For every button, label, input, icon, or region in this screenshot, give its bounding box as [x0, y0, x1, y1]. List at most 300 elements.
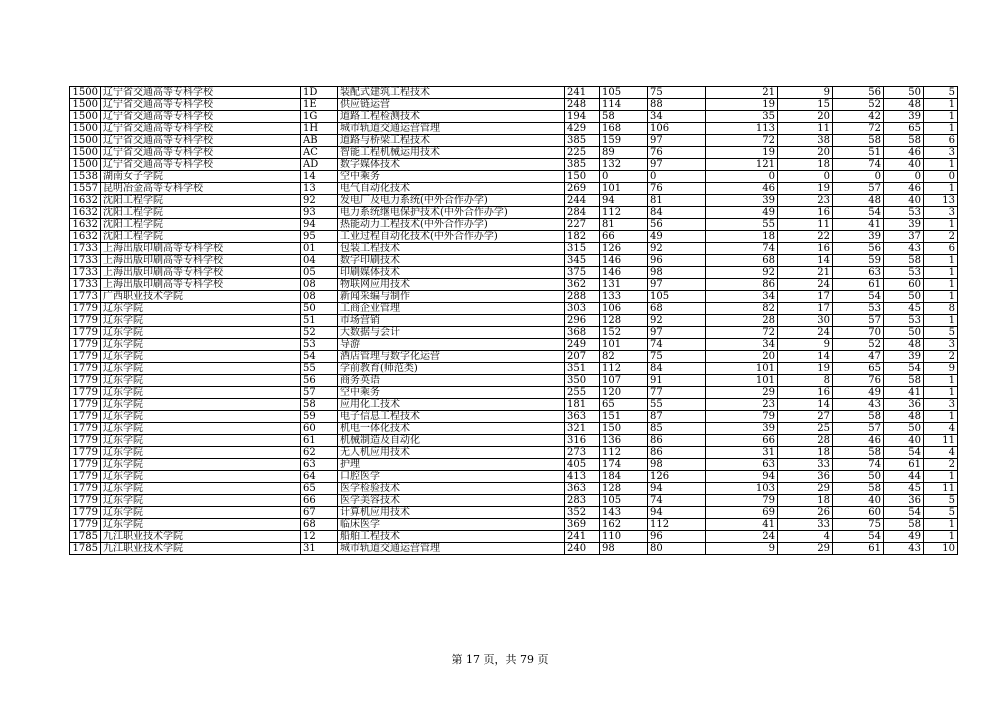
enrolled-cell: 114 — [600, 99, 648, 111]
col-11-cell: 60 — [884, 279, 924, 291]
major-code-cell: 12 — [301, 531, 338, 543]
school-code-cell: 1733 — [70, 255, 101, 267]
col-12-cell: 5 — [924, 87, 958, 99]
col-10-cell: 53 — [833, 303, 884, 315]
school-code-cell: 1779 — [70, 447, 101, 459]
school-code-cell: 1500 — [70, 123, 101, 135]
plan-cell: 321 — [565, 423, 600, 435]
major-name-cell: 城市轨道交通运营管理 — [338, 123, 565, 135]
col-12-cell: 6 — [924, 243, 958, 255]
major-name-cell: 医学美容技术 — [338, 495, 565, 507]
school-code-cell: 1500 — [70, 135, 101, 147]
admitted-cell: 91 — [648, 375, 706, 387]
col-10-cell: 49 — [833, 387, 884, 399]
major-name-cell: 酒店管理与数字化运营 — [338, 351, 565, 363]
col-11-cell: 48 — [884, 411, 924, 423]
enrolled-cell: 146 — [600, 267, 648, 279]
major-code-cell: 04 — [301, 255, 338, 267]
major-code-cell: 68 — [301, 519, 338, 531]
major-name-cell: 供应链运营 — [338, 99, 565, 111]
col-11-cell: 45 — [884, 483, 924, 495]
major-code-cell: 14 — [301, 171, 338, 183]
major-code-cell: 61 — [301, 435, 338, 447]
table-row — [70, 267, 958, 279]
major-name-cell: 数字印刷技术 — [338, 255, 565, 267]
admitted-cell: 75 — [648, 351, 706, 363]
col-9-cell: 33 — [778, 519, 833, 531]
col-9-cell: 29 — [778, 543, 833, 555]
plan-cell: 150 — [565, 171, 600, 183]
plan-cell: 296 — [565, 315, 600, 327]
col-11-cell: 40 — [884, 195, 924, 207]
school-name-cell: 上海出版印刷高等专科学校 — [101, 243, 301, 255]
table-row — [70, 207, 958, 219]
col-8-cell: 29 — [706, 387, 778, 399]
table-row — [70, 111, 958, 123]
col-8-cell: 101 — [706, 375, 778, 387]
major-code-cell: AB — [301, 135, 338, 147]
col-9-cell: 16 — [778, 387, 833, 399]
plan-cell: 405 — [565, 459, 600, 471]
plan-cell: 181 — [565, 399, 600, 411]
admitted-cell: 85 — [648, 423, 706, 435]
school-code-cell: 1632 — [70, 195, 101, 207]
col-12-cell: 9 — [924, 363, 958, 375]
col-12-cell: 2 — [924, 459, 958, 471]
major-name-cell: 口腔医学 — [338, 471, 565, 483]
table-row — [70, 423, 958, 435]
admitted-cell: 80 — [648, 543, 706, 555]
plan-cell: 369 — [565, 519, 600, 531]
school-code-cell: 1779 — [70, 351, 101, 363]
major-code-cell: 1G — [301, 111, 338, 123]
school-name-cell: 沈阳工程学院 — [101, 207, 301, 219]
major-name-cell: 电气自动化技术 — [338, 183, 565, 195]
col-12-cell: 8 — [924, 303, 958, 315]
admitted-cell: 112 — [648, 519, 706, 531]
col-12-cell: 1 — [924, 375, 958, 387]
major-code-cell: 92 — [301, 195, 338, 207]
school-code-cell: 1779 — [70, 519, 101, 531]
col-8-cell: 79 — [706, 495, 778, 507]
admitted-cell: 96 — [648, 531, 706, 543]
col-11-cell: 37 — [884, 231, 924, 243]
col-8-cell: 39 — [706, 195, 778, 207]
admitted-cell: 97 — [648, 279, 706, 291]
col-10-cell: 61 — [833, 543, 884, 555]
col-11-cell: 49 — [884, 531, 924, 543]
major-name-cell: 学前教育(师范类) — [338, 363, 565, 375]
table-row — [70, 507, 958, 519]
school-code-cell: 1779 — [70, 387, 101, 399]
school-code-cell: 1779 — [70, 303, 101, 315]
col-12-cell: 1 — [924, 183, 958, 195]
admitted-cell: 86 — [648, 435, 706, 447]
school-name-cell: 辽东学院 — [101, 483, 301, 495]
admitted-cell: 105 — [648, 291, 706, 303]
major-code-cell: 62 — [301, 447, 338, 459]
admitted-cell: 34 — [648, 111, 706, 123]
school-code-cell: 1500 — [70, 159, 101, 171]
col-9-cell: 24 — [778, 279, 833, 291]
col-8-cell: 72 — [706, 135, 778, 147]
major-code-cell: 53 — [301, 339, 338, 351]
major-name-cell: 导游 — [338, 339, 565, 351]
major-name-cell: 道路工程检测技术 — [338, 111, 565, 123]
table-row — [70, 195, 958, 207]
col-10-cell: 43 — [833, 399, 884, 411]
col-10-cell: 63 — [833, 267, 884, 279]
col-12-cell: 2 — [924, 351, 958, 363]
col-9-cell: 9 — [778, 87, 833, 99]
enrolled-cell: 0 — [600, 171, 648, 183]
plan-cell: 316 — [565, 435, 600, 447]
col-12-cell: 3 — [924, 207, 958, 219]
col-8-cell: 66 — [706, 435, 778, 447]
plan-cell: 269 — [565, 183, 600, 195]
school-name-cell: 辽东学院 — [101, 459, 301, 471]
major-code-cell: 08 — [301, 291, 338, 303]
col-8-cell: 82 — [706, 303, 778, 315]
col-12-cell: 5 — [924, 327, 958, 339]
col-9-cell: 19 — [778, 183, 833, 195]
plan-cell: 182 — [565, 231, 600, 243]
major-code-cell: 1H — [301, 123, 338, 135]
col-12-cell: 11 — [924, 483, 958, 495]
table-row — [70, 531, 958, 543]
table-row — [70, 87, 958, 99]
admitted-cell: 92 — [648, 315, 706, 327]
col-11-cell: 53 — [884, 267, 924, 279]
col-9-cell: 18 — [778, 447, 833, 459]
col-11-cell: 58 — [884, 255, 924, 267]
major-code-cell: 1D — [301, 87, 338, 99]
col-10-cell: 58 — [833, 447, 884, 459]
admitted-cell: 86 — [648, 447, 706, 459]
admitted-cell: 98 — [648, 459, 706, 471]
table-row — [70, 255, 958, 267]
plan-cell: 350 — [565, 375, 600, 387]
school-code-cell: 1773 — [70, 291, 101, 303]
major-code-cell: 31 — [301, 543, 338, 555]
col-12-cell: 3 — [924, 399, 958, 411]
plan-cell: 315 — [565, 243, 600, 255]
col-10-cell: 46 — [833, 435, 884, 447]
enrolled-cell: 162 — [600, 519, 648, 531]
col-11-cell: 53 — [884, 207, 924, 219]
admitted-cell: 76 — [648, 183, 706, 195]
admitted-cell: 75 — [648, 87, 706, 99]
col-8-cell: 79 — [706, 411, 778, 423]
school-name-cell: 上海出版印刷高等专科学校 — [101, 267, 301, 279]
col-11-cell: 0 — [884, 171, 924, 183]
col-11-cell: 48 — [884, 339, 924, 351]
plan-cell: 244 — [565, 195, 600, 207]
admitted-cell: 81 — [648, 195, 706, 207]
school-name-cell: 九江职业技术学院 — [101, 531, 301, 543]
col-10-cell: 56 — [833, 243, 884, 255]
major-name-cell: 热能动力工程技术(中外合作办学) — [338, 219, 565, 231]
col-10-cell: 50 — [833, 471, 884, 483]
col-10-cell: 57 — [833, 183, 884, 195]
col-8-cell: 101 — [706, 363, 778, 375]
school-code-cell: 1500 — [70, 147, 101, 159]
col-8-cell: 55 — [706, 219, 778, 231]
col-12-cell: 1 — [924, 219, 958, 231]
major-name-cell: 护理 — [338, 459, 565, 471]
school-code-cell: 1538 — [70, 171, 101, 183]
enrolled-cell: 184 — [600, 471, 648, 483]
plan-cell: 345 — [565, 255, 600, 267]
plan-cell: 368 — [565, 327, 600, 339]
plan-cell: 362 — [565, 279, 600, 291]
school-code-cell: 1785 — [70, 531, 101, 543]
school-code-cell: 1779 — [70, 339, 101, 351]
col-12-cell: 1 — [924, 519, 958, 531]
table-row — [70, 483, 958, 495]
school-name-cell: 上海出版印刷高等专科学校 — [101, 255, 301, 267]
col-11-cell: 54 — [884, 507, 924, 519]
table-row — [70, 351, 958, 363]
col-12-cell: 1 — [924, 411, 958, 423]
col-9-cell: 18 — [778, 495, 833, 507]
col-12-cell: 4 — [924, 423, 958, 435]
col-12-cell: 10 — [924, 543, 958, 555]
col-10-cell: 57 — [833, 423, 884, 435]
plan-cell: 248 — [565, 99, 600, 111]
major-name-cell: 机械制造及自动化 — [338, 435, 565, 447]
major-code-cell: 59 — [301, 411, 338, 423]
col-11-cell: 46 — [884, 147, 924, 159]
col-12-cell: 1 — [924, 267, 958, 279]
col-11-cell: 43 — [884, 243, 924, 255]
col-11-cell: 50 — [884, 87, 924, 99]
col-12-cell: 6 — [924, 135, 958, 147]
school-code-cell: 1779 — [70, 423, 101, 435]
school-code-cell: 1500 — [70, 111, 101, 123]
school-code-cell: 1779 — [70, 435, 101, 447]
col-9-cell: 22 — [778, 231, 833, 243]
major-name-cell: 大数据与会计 — [338, 327, 565, 339]
col-9-cell: 38 — [778, 135, 833, 147]
col-10-cell: 74 — [833, 459, 884, 471]
table-row — [70, 303, 958, 315]
col-12-cell: 1 — [924, 99, 958, 111]
table-row — [70, 375, 958, 387]
col-9-cell: 11 — [778, 123, 833, 135]
enrolled-cell: 150 — [600, 423, 648, 435]
enrolled-cell: 107 — [600, 375, 648, 387]
enrolled-cell: 82 — [600, 351, 648, 363]
school-code-cell: 1779 — [70, 459, 101, 471]
col-11-cell: 65 — [884, 123, 924, 135]
col-8-cell: 28 — [706, 315, 778, 327]
school-name-cell: 湖南女子学院 — [101, 171, 301, 183]
school-code-cell: 1632 — [70, 231, 101, 243]
major-name-cell: 电力系统继电保护技术(中外合作办学) — [338, 207, 565, 219]
table-row — [70, 543, 958, 555]
admitted-cell: 97 — [648, 159, 706, 171]
major-code-cell: 64 — [301, 471, 338, 483]
col-10-cell: 47 — [833, 351, 884, 363]
major-name-cell: 市场营销 — [338, 315, 565, 327]
col-9-cell: 4 — [778, 531, 833, 543]
enrolled-cell: 106 — [600, 303, 648, 315]
table-row — [70, 339, 958, 351]
col-8-cell: 68 — [706, 255, 778, 267]
major-name-cell: 智能工程机械运用技术 — [338, 147, 565, 159]
col-9-cell: 17 — [778, 303, 833, 315]
col-9-cell: 20 — [778, 111, 833, 123]
col-9-cell: 21 — [778, 267, 833, 279]
col-12-cell: 1 — [924, 471, 958, 483]
col-9-cell: 11 — [778, 219, 833, 231]
col-12-cell: 1 — [924, 255, 958, 267]
table-row — [70, 219, 958, 231]
enrolled-cell: 136 — [600, 435, 648, 447]
col-8-cell: 63 — [706, 459, 778, 471]
admitted-cell: 74 — [648, 339, 706, 351]
col-11-cell: 36 — [884, 495, 924, 507]
col-12-cell: 1 — [924, 111, 958, 123]
plan-cell: 284 — [565, 207, 600, 219]
enrolled-cell: 105 — [600, 87, 648, 99]
plan-cell: 283 — [565, 495, 600, 507]
col-12-cell: 0 — [924, 171, 958, 183]
enrolled-cell: 159 — [600, 135, 648, 147]
plan-cell: 241 — [565, 531, 600, 543]
table-row — [70, 231, 958, 243]
enrolled-cell: 112 — [600, 207, 648, 219]
enrolled-cell: 89 — [600, 147, 648, 159]
col-11-cell: 39 — [884, 351, 924, 363]
col-11-cell: 58 — [884, 519, 924, 531]
table-row — [70, 243, 958, 255]
col-8-cell: 35 — [706, 111, 778, 123]
major-code-cell: 95 — [301, 231, 338, 243]
major-code-cell: 63 — [301, 459, 338, 471]
school-code-cell: 1779 — [70, 411, 101, 423]
major-code-cell: AD — [301, 159, 338, 171]
table-body — [70, 87, 958, 555]
col-11-cell: 53 — [884, 315, 924, 327]
major-name-cell: 空中乘务 — [338, 171, 565, 183]
enrolled-cell: 58 — [600, 111, 648, 123]
col-9-cell: 36 — [778, 471, 833, 483]
col-8-cell: 86 — [706, 279, 778, 291]
col-11-cell: 40 — [884, 159, 924, 171]
school-code-cell: 1632 — [70, 219, 101, 231]
col-8-cell: 94 — [706, 471, 778, 483]
table-row — [70, 147, 958, 159]
admitted-cell: 56 — [648, 219, 706, 231]
major-code-cell: AC — [301, 147, 338, 159]
school-code-cell: 1779 — [70, 375, 101, 387]
major-code-cell: 05 — [301, 267, 338, 279]
school-name-cell: 辽宁省交通高等专科学校 — [101, 135, 301, 147]
major-name-cell: 船舶工程技术 — [338, 531, 565, 543]
enrolled-cell: 131 — [600, 279, 648, 291]
school-code-cell: 1733 — [70, 243, 101, 255]
col-9-cell: 18 — [778, 159, 833, 171]
col-10-cell: 59 — [833, 255, 884, 267]
school-name-cell: 昆明冶金高等专科学校 — [101, 183, 301, 195]
col-9-cell: 17 — [778, 291, 833, 303]
col-12-cell: 13 — [924, 195, 958, 207]
col-8-cell: 18 — [706, 231, 778, 243]
school-code-cell: 1785 — [70, 543, 101, 555]
col-12-cell: 5 — [924, 495, 958, 507]
school-name-cell: 辽东学院 — [101, 399, 301, 411]
plan-cell: 413 — [565, 471, 600, 483]
col-10-cell: 58 — [833, 411, 884, 423]
plan-cell: 255 — [565, 387, 600, 399]
col-9-cell: 19 — [778, 363, 833, 375]
col-9-cell: 26 — [778, 507, 833, 519]
col-12-cell: 5 — [924, 507, 958, 519]
col-8-cell: 121 — [706, 159, 778, 171]
col-9-cell: 23 — [778, 195, 833, 207]
col-9-cell: 14 — [778, 351, 833, 363]
major-code-cell: 13 — [301, 183, 338, 195]
col-8-cell: 20 — [706, 351, 778, 363]
major-name-cell: 无人机应用技术 — [338, 447, 565, 459]
col-9-cell: 9 — [778, 339, 833, 351]
col-10-cell: 52 — [833, 99, 884, 111]
col-10-cell: 56 — [833, 87, 884, 99]
col-12-cell: 1 — [924, 291, 958, 303]
major-name-cell: 电子信息工程技术 — [338, 411, 565, 423]
admitted-cell: 88 — [648, 99, 706, 111]
col-11-cell: 45 — [884, 303, 924, 315]
col-9-cell: 8 — [778, 375, 833, 387]
col-9-cell: 25 — [778, 423, 833, 435]
col-10-cell: 72 — [833, 123, 884, 135]
col-9-cell: 33 — [778, 459, 833, 471]
school-name-cell: 辽东学院 — [101, 339, 301, 351]
school-name-cell: 辽东学院 — [101, 303, 301, 315]
plan-cell: 227 — [565, 219, 600, 231]
col-10-cell: 61 — [833, 279, 884, 291]
col-10-cell: 52 — [833, 339, 884, 351]
school-name-cell: 辽东学院 — [101, 447, 301, 459]
school-name-cell: 辽东学院 — [101, 375, 301, 387]
col-8-cell: 24 — [706, 531, 778, 543]
col-9-cell: 30 — [778, 315, 833, 327]
table-row — [70, 315, 958, 327]
plan-cell: 363 — [565, 411, 600, 423]
col-11-cell: 58 — [884, 375, 924, 387]
school-code-cell: 1779 — [70, 507, 101, 519]
col-8-cell: 19 — [706, 99, 778, 111]
col-11-cell: 50 — [884, 327, 924, 339]
school-name-cell: 辽宁省交通高等专科学校 — [101, 87, 301, 99]
major-name-cell: 包装工程技术 — [338, 243, 565, 255]
admitted-cell: 94 — [648, 483, 706, 495]
score-table — [69, 86, 958, 555]
school-name-cell: 广西职业技术学院 — [101, 291, 301, 303]
enrolled-cell: 126 — [600, 243, 648, 255]
col-10-cell: 60 — [833, 507, 884, 519]
major-code-cell: 51 — [301, 315, 338, 327]
col-12-cell: 4 — [924, 447, 958, 459]
school-code-cell: 1779 — [70, 495, 101, 507]
major-code-cell: 56 — [301, 375, 338, 387]
enrolled-cell: 168 — [600, 123, 648, 135]
school-code-cell: 1779 — [70, 315, 101, 327]
school-code-cell: 1500 — [70, 99, 101, 111]
enrolled-cell: 132 — [600, 159, 648, 171]
